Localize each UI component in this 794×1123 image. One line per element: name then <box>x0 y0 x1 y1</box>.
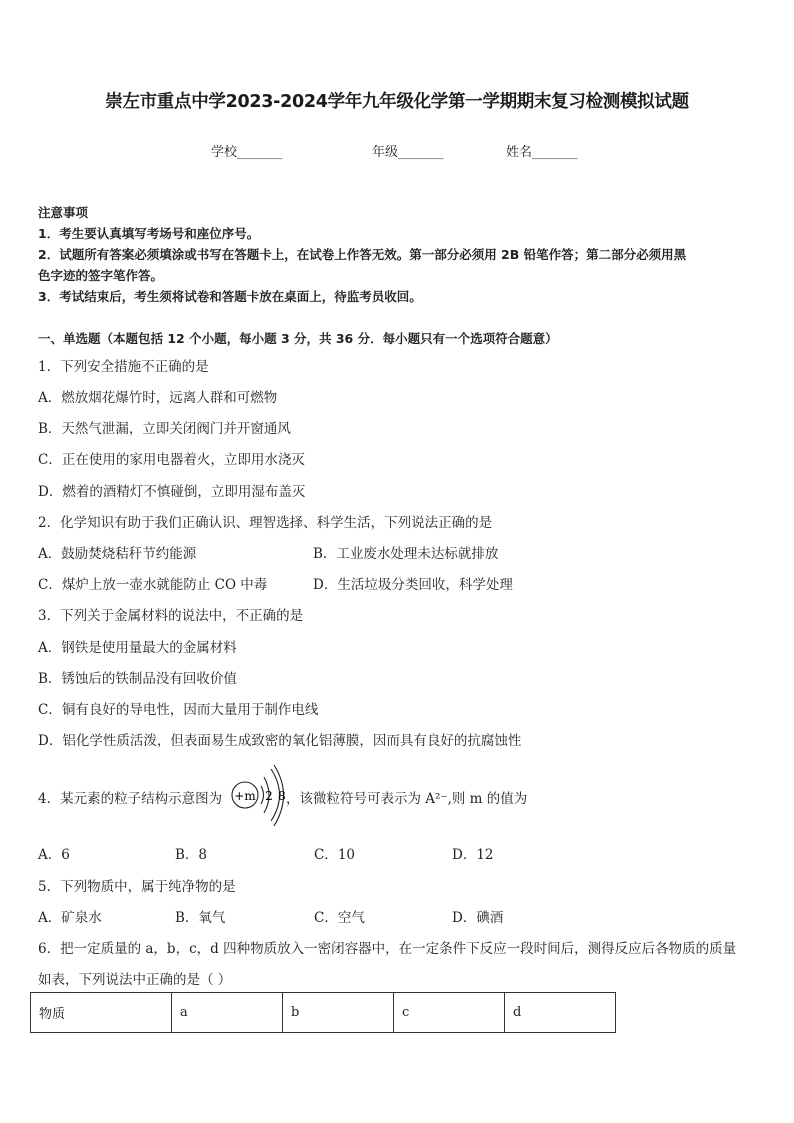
q3-option-a: A．钢铁是使用量最大的金属材料 <box>38 640 237 656</box>
q2-stem: 2．化学知识有助于我们正确认识、理智选择、科学生活，下列说法正确的是 <box>38 515 493 531</box>
q4-stem-post: ，该微粒符号可表示为 A²⁻,则 m 的值为 <box>286 791 528 807</box>
q2-option-a: A．鼓励焚烧秸秆节约能源 <box>38 546 197 562</box>
table-header-cell: 物质 <box>31 993 172 1033</box>
table-header-cell: d <box>505 993 616 1033</box>
table-header-cell: c <box>394 993 505 1033</box>
shell-1-electrons: 2 <box>265 789 273 803</box>
table-header-cell: b <box>283 993 394 1033</box>
q3-stem: 3．下列关于金属材料的说法中，不正确的是 <box>38 608 304 624</box>
note-3: 3．考试结束后，考生须将试卷和答题卡放在桌面上，待监考员收回。 <box>38 289 422 304</box>
q3-option-c: C．铜有良好的导电性，因而大量用于制作电线 <box>38 702 319 718</box>
table-header-cell: a <box>172 993 283 1033</box>
q4-option-b: B．8 <box>175 847 208 863</box>
q3-option-b: B．锈蚀后的铁制品没有回收价值 <box>38 671 237 687</box>
q1-option-c: C．正在使用的家用电器着火，立即用水浇灭 <box>38 452 305 468</box>
q6-stem: 6．把一定质量的 a，b，c，d 四种物质放入一密闭容器中，在一定条件下反应一段时间后，测得反应后各物质的质量 <box>38 941 737 957</box>
q5-option-b: B．氧气 <box>175 910 226 926</box>
q6-stem-cont: 如表，下列说法中正确的是（ ） <box>38 972 232 988</box>
q1-option-d: D．燃着的酒精灯不慎碰倒，立即用湿布盖灭 <box>38 484 306 500</box>
q5-option-d: D．碘酒 <box>452 910 504 926</box>
q5-option-a: A．矿泉水 <box>38 910 102 926</box>
q2-option-b: B．工业废水处理未达标就排放 <box>313 546 499 562</box>
q6-mass-table <box>30 992 616 1033</box>
shell-2-electrons: 8 <box>278 789 286 803</box>
q4-stem-pre: 4．某元素的粒子结构示意图为 <box>38 791 223 807</box>
note-2: 2．试题所有答案必须填涂或书写在答题卡上，在试卷上作答无效。第一部分必须用 2B 铅笔作答；第二部分必须用黑 <box>38 247 687 262</box>
q4-option-d: D．12 <box>452 847 494 863</box>
q5-option-c: C．空气 <box>314 910 365 926</box>
q1-option-b: B．天然气泄漏，立即关闭阀门并开窗通风 <box>38 421 291 437</box>
page-title: 崇左市重点中学2023-2024学年九年级化学第一学期期末复习检测模拟试题 <box>105 92 689 112</box>
atom-structure-diagram <box>225 760 295 830</box>
grade-field: 年级_______ <box>372 145 444 160</box>
q1-option-a: A．燃放烟花爆竹时，远离人群和可燃物 <box>38 390 278 406</box>
section-heading: 一、单选题（本题包括 12 个小题，每小题 3 分，共 36 分．每小题只有一个选项符合题意） <box>38 331 558 346</box>
q2-option-c: C．煤炉上放一壶水就能防止 CO 中毒 <box>38 577 268 593</box>
q4-option-c: C．10 <box>314 847 356 863</box>
note-2-cont: 色字迹的签字笔作答。 <box>38 268 164 283</box>
note-1: 1．考生要认真填写考场号和座位序号。 <box>38 226 260 241</box>
q5-stem: 5．下列物质中，属于纯净物的是 <box>38 879 236 895</box>
notes-heading: 注意事项 <box>38 205 89 220</box>
nucleus-label: +m <box>234 789 256 803</box>
school-field: 学校_______ <box>211 145 283 160</box>
q3-option-d: D．铝化学性质活泼，但表面易生成致密的氧化铝薄膜，因而具有良好的抗腐蚀性 <box>38 733 522 749</box>
name-field: 姓名_______ <box>506 145 578 160</box>
q2-option-d: D．生活垃圾分类回收，科学处理 <box>313 577 513 593</box>
q4-option-a: A．6 <box>38 847 70 863</box>
q1-stem: 1．下列安全措施不正确的是 <box>38 359 209 375</box>
table-row <box>31 993 616 1033</box>
